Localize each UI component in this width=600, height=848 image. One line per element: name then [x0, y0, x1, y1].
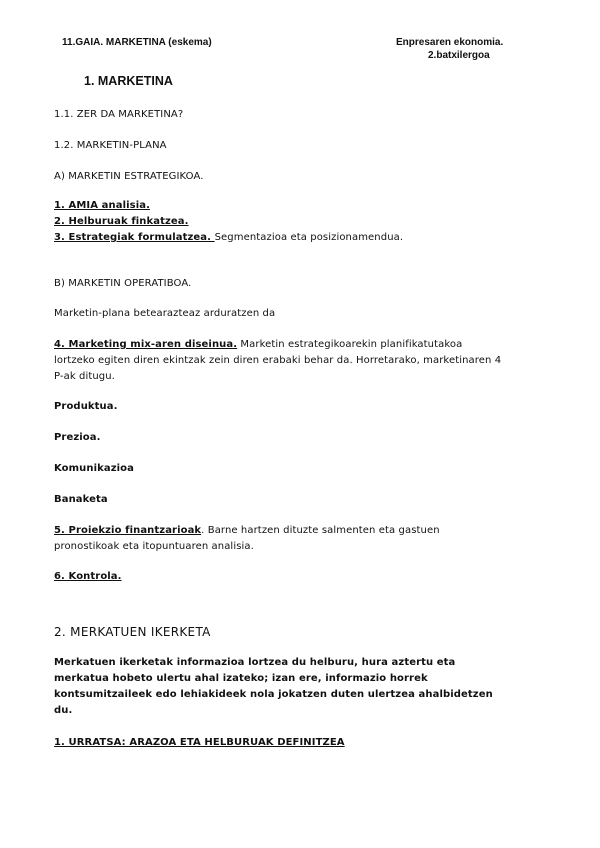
item-4-line3: P-ak ditugu.	[54, 371, 115, 382]
header-chapter-title: 11.GAIA. MARKETINA (eskema)	[62, 37, 212, 48]
b-operative-title: B) MARKETIN OPERATIBOA.	[54, 278, 192, 289]
mix-prezioa: Prezioa.	[54, 432, 101, 443]
item-5-label: 5. Proiekzio finantzarioak	[54, 525, 202, 536]
item-4-line2: lortzeko egiten diren ekintzak zein diren erabaki behar da. Horretarako, marketinaren 4	[54, 355, 502, 366]
a-item-3-label: 3. Estrategiak formulatzea.	[54, 232, 215, 243]
section2-para-line2: merkatua hobeto ulertu ahal izateko; izan ere, informazio horrek	[54, 673, 428, 684]
mix-komunikazioa: Komunikazioa	[54, 463, 134, 474]
header-subject: Enpresaren ekonomia.	[396, 37, 504, 48]
step-1-title: 1. URRATSA: ARAZOA ETA HELBURUAK DEFINITZEA	[54, 737, 345, 748]
item-5-line2: pronostikoak eta itopuntuaren analisia.	[54, 541, 254, 552]
section2-para-line1: Merkatuen ikerketak informazioa lortzea du helburu, hura aztertu eta	[54, 657, 456, 668]
mix-produktua: Produktua.	[54, 401, 118, 412]
a-item-2: 2. Helburuak finkatzea.	[54, 216, 189, 227]
item-5-line1	[54, 525, 440, 536]
item-4-label: 4. Marketing mix-aren diseinua.	[54, 339, 238, 350]
section1-title: 1. MARKETINA	[84, 74, 173, 88]
item-4-line1	[54, 339, 462, 350]
b-intro: Marketin-plana betearazteaz arduratzen da	[54, 308, 276, 319]
section2-title: 2. MERKATUEN IKERKETA	[54, 625, 211, 639]
subsection-1-2: 1.2. MARKETIN-PLANA	[54, 140, 167, 151]
a-item-3-text: Segmentazioa eta posizionamendua.	[214, 232, 404, 243]
item-5-text: . Barne hartzen dituzte salmenten eta gastuen	[201, 525, 440, 536]
subsection-1-1: 1.1. ZER DA MARKETINA?	[54, 109, 184, 120]
mix-banaketa: Banaketa	[54, 494, 108, 505]
item-4-text: Marketin estrategikoarekin planifikatutakoa	[237, 339, 463, 350]
section2-para-line4: du.	[54, 705, 73, 716]
header-course: 2.batxilergoa	[428, 50, 490, 61]
section2-para-line3: kontsumitzaileek edo lehiakideek nola jokatzen duten ulertzea ahalbidetzen	[54, 689, 493, 700]
a-strategic-title: A) MARKETIN ESTRATEGIKOA.	[54, 171, 204, 182]
item-6: 6. Kontrola.	[54, 571, 122, 582]
a-item-1: 1. AMIA analisia.	[54, 200, 150, 211]
a-item-3	[54, 232, 403, 243]
